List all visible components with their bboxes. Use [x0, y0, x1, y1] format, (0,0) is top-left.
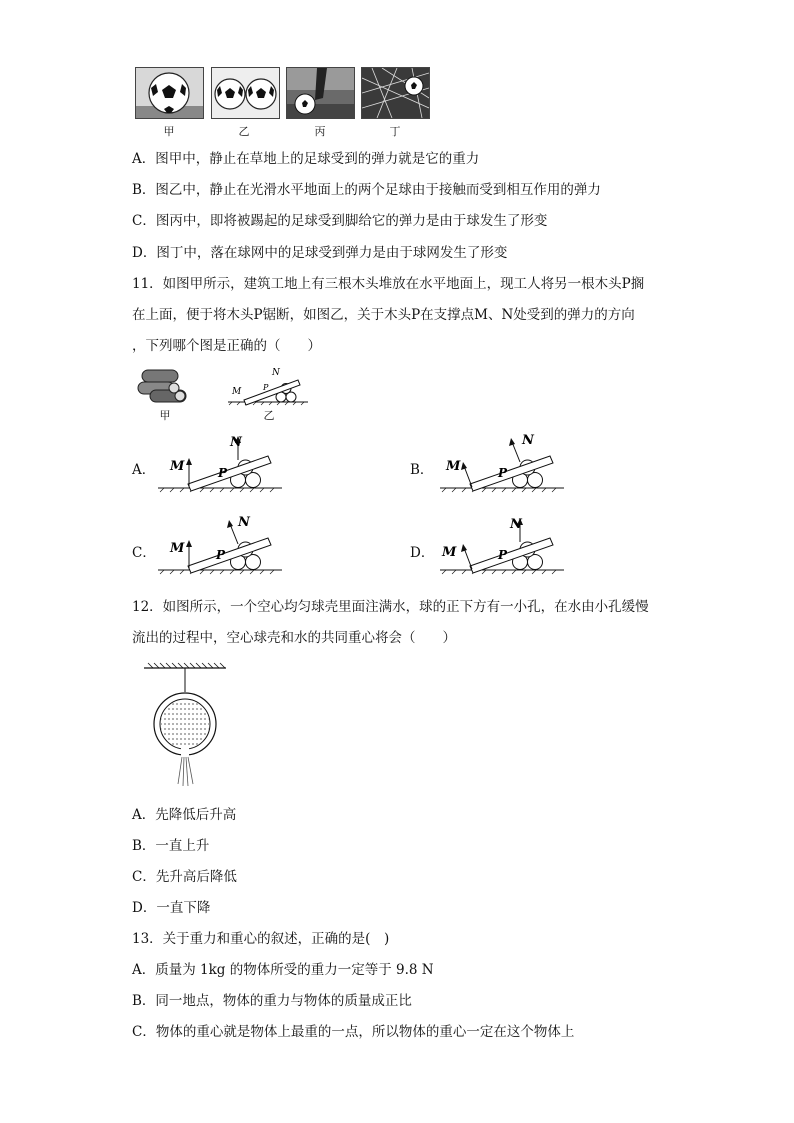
caption-ding: 丁 — [389, 125, 401, 138]
q13-option-c: C．物体的重心就是物体上最重的一点，所以物体的重心一定在这个物体上 — [132, 1024, 575, 1040]
label-m: M — [446, 459, 461, 474]
q12-stem-line-2: 流出的过程中，空心球壳和水的共同重心将会（ ） — [132, 630, 456, 646]
q11-option-c-label: C． — [132, 545, 156, 561]
caption-bing: 丙 — [314, 125, 326, 138]
q13-option-b: B．同一地点，物体的重力与物体的质量成正比 — [132, 993, 412, 1009]
q10-option-c: C．图丙中，即将被踢起的足球受到脚给它的弹力是由于球发生了形变 — [132, 213, 548, 229]
q11-stem-line-1: 11．如图甲所示，建筑工地上有三根木头堆放在水平地面上，现工人将另一根木头P搁 — [132, 276, 645, 292]
label-p: P — [498, 548, 508, 562]
q11-stem-line-3: ，下列哪个图是正确的（ ） — [132, 338, 321, 354]
ball-in-net-icon — [362, 68, 429, 118]
label-p: P — [263, 383, 269, 392]
log-on-pile-figure — [226, 366, 310, 406]
label-p: P — [498, 466, 508, 480]
q12-option-b: B．一直上升 — [132, 838, 210, 854]
figure-bing-kick — [286, 67, 355, 119]
label-m: M — [170, 541, 185, 556]
q13-stem: 13．关于重力和重心的叙述，正确的是( ) — [132, 931, 390, 947]
soccer-ball-icon — [136, 68, 203, 118]
hanging-sphere-figure — [140, 660, 230, 792]
figure-ding-net — [361, 67, 430, 119]
label-n: N — [522, 433, 534, 448]
q11-option-a-diagram — [158, 430, 286, 496]
figure-yi-two-balls — [211, 67, 280, 119]
label-n: N — [238, 515, 250, 530]
label-p: P — [216, 548, 226, 562]
caption-jia: 甲 — [163, 125, 175, 138]
kick-ball-icon — [287, 68, 354, 118]
label-m: M — [442, 545, 457, 560]
q10-option-a: A．图甲中，静止在草地上的足球受到的弹力就是它的重力 — [132, 151, 480, 167]
label-n: N — [272, 368, 280, 378]
label-p: P — [218, 466, 228, 480]
q11-stem-line-2: 在上面，便于将木头P锯断，如图乙，关于木头P在支撑点M、N处受到的弹力的方向 — [132, 307, 635, 323]
q13-option-a: A．质量为 1kg 的物体所受的重力一定等于 9.8 N — [132, 962, 434, 978]
q11-option-d-label: D． — [410, 545, 435, 561]
q10-option-d: D．图丁中，落在球网中的足球受到弹力是由于球网发生了形变 — [132, 245, 508, 261]
q12-option-c: C．先升高后降低 — [132, 869, 237, 885]
q11-option-d-diagram — [440, 512, 568, 578]
two-soccer-balls-icon — [212, 68, 279, 118]
q11-option-b-label: B． — [410, 462, 434, 478]
label-m: M — [232, 387, 242, 397]
q10-option-b: B．图乙中，静止在光滑水平地面上的两个足球由于接触而受到相互作用的弹力 — [132, 182, 601, 198]
q11-option-a-label: A． — [132, 462, 156, 478]
figure-jia-soccer-on-grass — [135, 67, 204, 119]
q12-stem-line-1: 12．如图所示，一个空心均匀球壳里面注满水，球的正下方有一小孔，在水由小孔缓慢 — [132, 599, 649, 615]
log-pile-figure — [136, 366, 192, 404]
q11-caption-yi: 乙 — [263, 409, 275, 422]
label-m: M — [170, 459, 185, 474]
q11-option-c-diagram — [158, 512, 286, 578]
q11-option-b-diagram — [440, 430, 568, 496]
label-n: N — [510, 517, 522, 532]
label-n: N — [230, 435, 242, 450]
q12-option-d: D．一直下降 — [132, 900, 211, 916]
q12-option-a: A．先降低后升高 — [132, 807, 237, 823]
q11-caption-jia: 甲 — [159, 409, 171, 422]
caption-yi: 乙 — [238, 125, 250, 138]
